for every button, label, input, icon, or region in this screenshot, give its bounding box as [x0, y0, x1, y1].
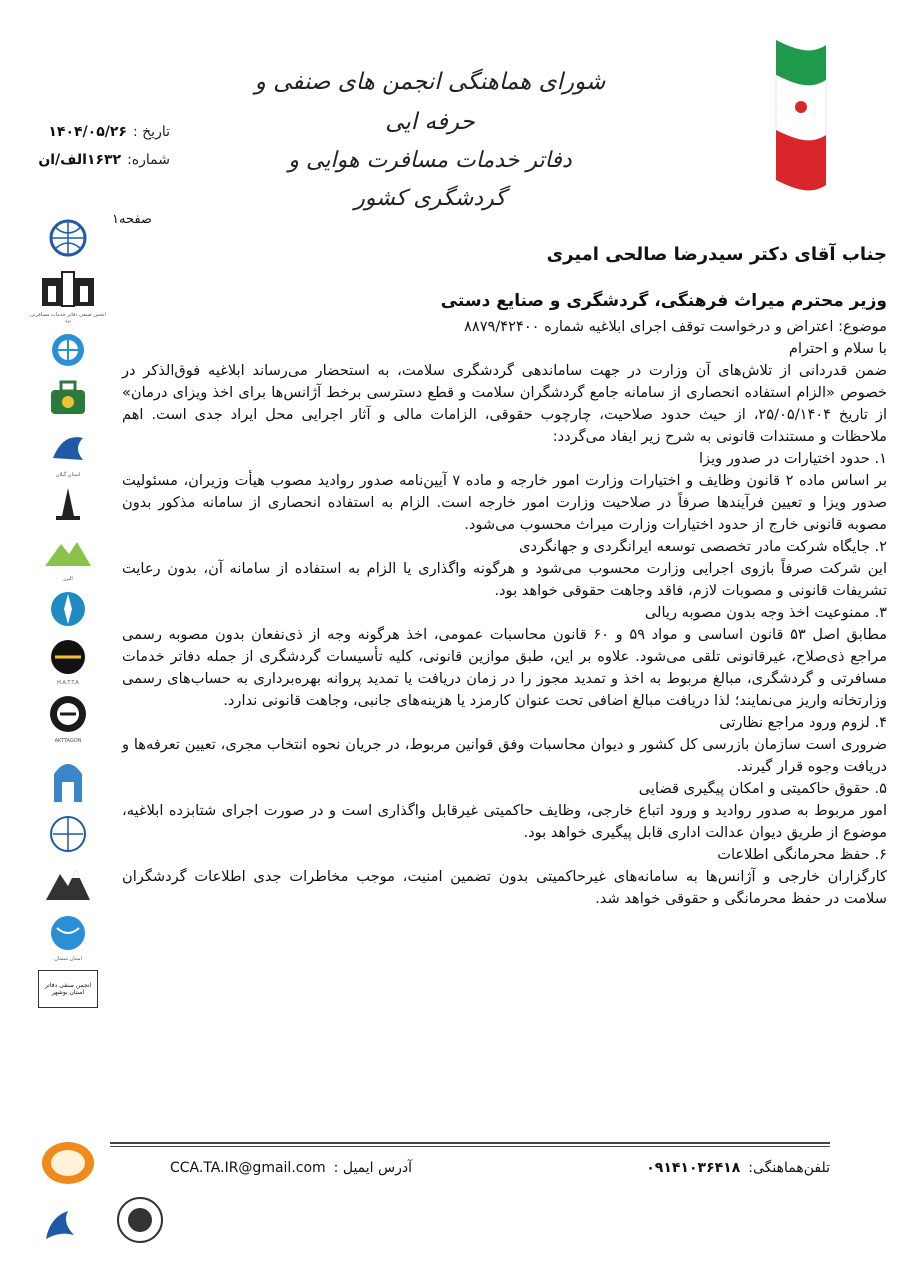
suitcase-logo-icon [45, 378, 91, 418]
recipient-title: وزیر محترم میراث فرهنگی، گردشگری و صنایع دستی [440, 291, 887, 311]
date-value: ۱۴۰۴/۰۵/۲۶ [48, 124, 127, 140]
phone-label: تلفن‌هماهنگی: [748, 1160, 830, 1176]
footer-contact [170, 1160, 830, 1176]
section-heading: ۶. حفظ محرمانگی اطلاعات [717, 846, 887, 863]
alborz-logo-icon [43, 536, 93, 572]
section-body: بر اساس ماده ۲ قانون وظایف و اختیارات وزارت امور خارجه و ماده ۷ آیین‌نامه صدور روادید مصوب هیأت وزیران، مسئولیت صدور ویزا و تعیین فرآیندها صرفاً در صلاحیت وزارت امور خارجه است. الزام به استفاده انحصاری از سامانه مذکور بدون مصوبه قانونی خارج از حدود اختیارات وزارت میراث محسوب می‌شود. [122, 472, 888, 533]
logo-caption: استان سمنان [54, 956, 82, 962]
email-label: آدرس ایمیل : [333, 1160, 412, 1176]
email-address[interactable]: CCA.TA.IR@gmail.com [170, 1160, 326, 1176]
recipient-name: جناب آقای دکتر سیدرضا صالحی امیری [546, 244, 887, 265]
section-body: کارگزاران خارجی و آژانس‌ها به سامانه‌های غیرحاکمیتی بدون تضمین امنیت، موجب مخاطرات جدی اطلاعات گردشگران سلامت در حفظ محرمانگی و حقوقی خواهد شد. [122, 868, 887, 907]
footer-email [170, 1160, 412, 1176]
section-body: ضروری است سازمان بازرسی کل کشور و دیوان محاسبات وفق قوانین مربوط، در جریان نحوه انتخاب مجری، تعیین تعرفه‌ها و دریافت وجوه قرار گیرند. [122, 736, 887, 775]
globe-logo-icon [48, 218, 88, 258]
bottom-logos [40, 1195, 165, 1249]
tower-logo-icon [48, 486, 88, 526]
member-logos [28, 218, 108, 1014]
letter-body [122, 240, 887, 910]
footer-divider-thin [110, 1146, 830, 1147]
section-heading: ۱. حدود اختیارات در صدور ویزا [699, 450, 887, 467]
seal-logo-icon [115, 1195, 165, 1245]
page-number: صفحه۱ [112, 212, 152, 227]
section-heading: ۵. حقوق حاکمیتی و امکان پیگیری قضایی [638, 780, 887, 797]
logo-caption: H.A.T.T.A [57, 680, 79, 686]
attach-logo-icon [48, 694, 88, 734]
section-body: امور مربوط به صدور روادید و ورود اتباع خارجی، وظایف حاکمیتی غیرقابل واگذاری است و در صورت اجرای شتابزده ابلاغیه، موضوع از طریق دیوان عدالت اداری قابل پیگیری خواهد بود. [122, 802, 887, 841]
subject-line: موضوع: اعتراض و درخواست توقف اجرای ابلاغیه شماره ۸۸۷۹/۴۲۴۰۰ [464, 318, 887, 335]
mountain-logo-icon [44, 864, 92, 904]
date-label: تاریخ : [132, 124, 170, 140]
org-title-line2: دفاتر خدمات مسافرت هوایی و گردشگری کشور [288, 148, 572, 211]
mosque-logo-icon [48, 752, 88, 804]
semnan-badge-icon [40, 1140, 96, 1186]
section-heading: ۲. جایگاه شرکت مادر تخصصی توسعه ایرانگردی و جهانگردی [519, 538, 887, 555]
org-title-line1: شورای هماهنگی انجمن های صنفی و حرفه ایی [254, 69, 606, 135]
section-body: مطابق اصل ۵۳ قانون اساسی و مواد ۵۹ و ۶۰ قانون محاسبات عمومی، اخذ هرگونه وجه از ذی‌نفعان بدون مصوبه رسمی مراجع ذی‌صلاح، غیرقانونی تلقی می‌شود. علاوه بر این، طبق موازین قانونی، کلیه تأسیسات گردشگری از جمله دفاتر خدمات مسافرتی و گردشگری، مبالغ مربوط به اخذ و تمدید مجوز را در زمان دریافت یا تمدید پروانه بهره‌برداری به حساب‌های رسمی وزارتخانه واریز می‌نمایند؛ لذا دریافت مبالغ اضافی تحت عنوان کارمزد یا هزینه‌های جانبی، وجاهت قانونی ندارد. [122, 626, 888, 709]
logo-caption: استان گیلان [55, 472, 81, 478]
greeting: با سلام و احترام [788, 340, 887, 357]
gate-logo-icon [38, 268, 98, 308]
section-body: این شرکت صرفاً بازوی اجرایی وزارت محسوب می‌شود و هرگونه واگذاری یا الزام به استفاده از سامانه آن، بدون رعایت تشریفات قانونی و مصوبات لازم، فاقد وجاهت حقوقی خواهد بود. [122, 560, 887, 599]
section-heading: ۳. ممنوعیت اخذ وجه بدون مصوبه ریالی [644, 604, 887, 621]
world-travel-logo-icon [47, 814, 89, 854]
footer-divider [110, 1142, 830, 1144]
iran-flag-icon [766, 35, 836, 195]
logo-caption: البرز [63, 576, 73, 582]
organization-title [250, 62, 610, 218]
letter-meta [30, 118, 170, 174]
logo-caption: AKTTAGON [54, 738, 82, 744]
intro-paragraph: ضمن قدردانی از تلاش‌های آن وزارت در جهت ساماندهی گردشگری سلامت، به استحضار می‌رساند ابلاغیه فوق‌الذکر در خصوص «الزام استفاده انحصاری از سامانه جامع گردشگران سلامت و قطع دسترسی برخط آژانس‌ها برای اخذ ویزای درمان» از تاریخ ۲۵/۰۵/۱۴۰۴، از حیث حدود صلاحیت، چارچوب حقوقی، الزامات مالی و آثار اجرایی محل ایراد جدی است. اهم ملاحظات و مستندات قانونی به شرح زیر ایفاد می‌گردد: [122, 362, 887, 445]
logo-caption: انجمن صنفی دفاتر خدمات مسافرتی یزد [30, 312, 106, 324]
hatta-logo-icon [49, 638, 87, 676]
number-label: شماره: [127, 152, 170, 168]
un-globe-logo-icon [50, 332, 86, 368]
footer-phone [646, 1160, 830, 1176]
phone-number[interactable]: ۰۹۱۴۱۰۳۶۴۱۸ [646, 1160, 741, 1176]
bushehr-logo-box [38, 970, 98, 1008]
compass-globe-logo-icon [49, 590, 87, 628]
section-heading: ۴. لزوم ورود مراجع نظارتی [719, 714, 887, 731]
gilan-logo-icon [48, 428, 88, 468]
logo-caption: انجمن صنفی دفاتر استان بوشهر [44, 982, 92, 996]
dolphin-logo-icon [40, 1205, 80, 1245]
semnan-globe-logo-icon [49, 914, 87, 952]
number-value: ۱۶۳۲الف/ان [38, 152, 122, 168]
